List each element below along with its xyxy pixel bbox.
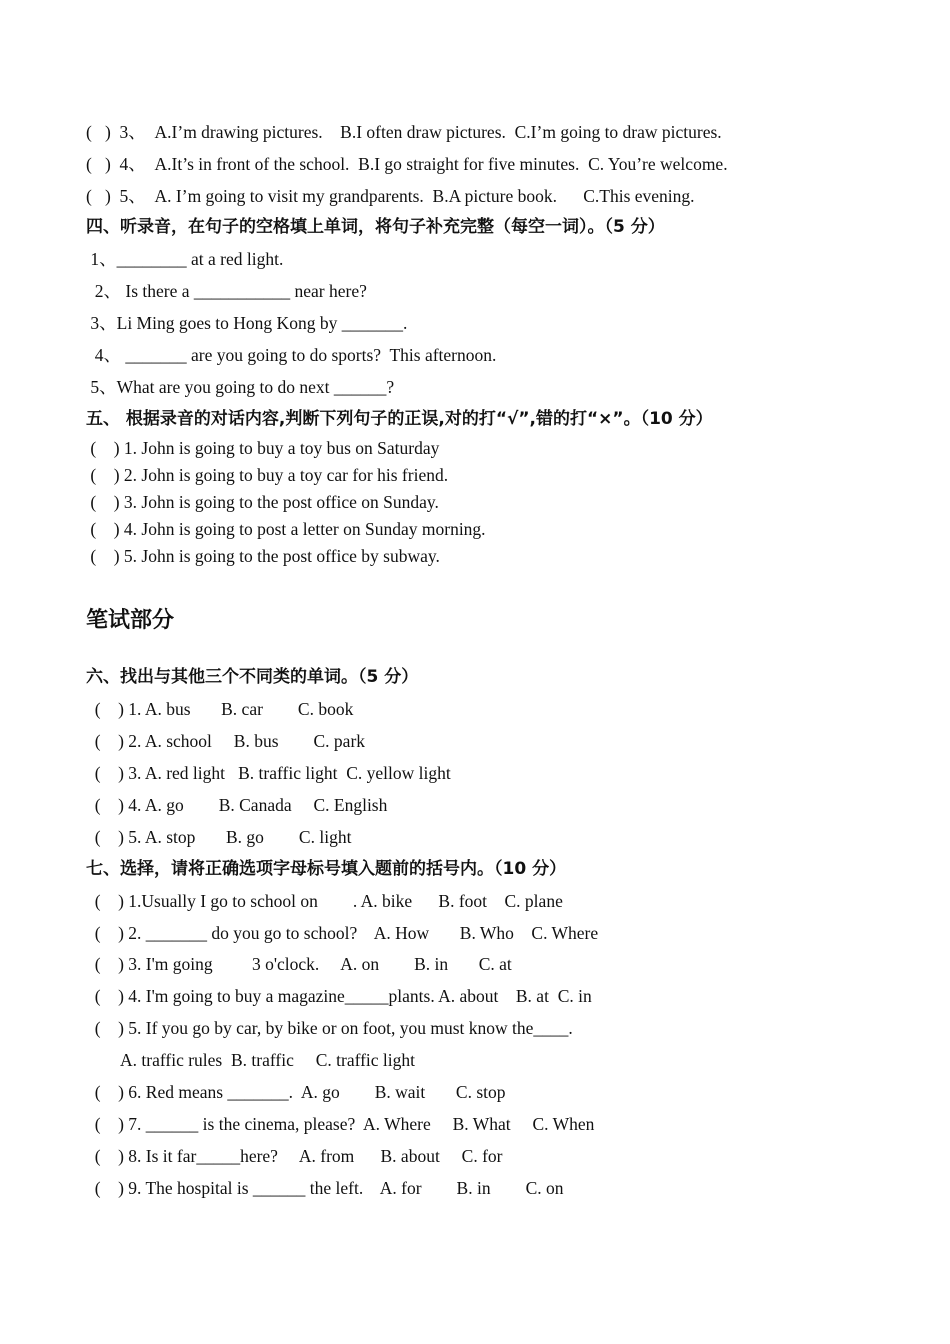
section5-item-4: ( ) 4. John is going to post a letter on Sunday morning.	[86, 519, 486, 539]
section7-item-8: ( ) 8. Is it far_____here? A. from B. about C. for	[86, 1146, 503, 1166]
section7-item-6: ( ) 6. Red means _______. A. go B. wait C. stop	[86, 1082, 506, 1102]
section7-item-4: ( ) 4. I'm going to buy a magazine_____plants. A. about B. at C. in	[86, 986, 592, 1006]
section6-item-4: ( ) 4. A. go B. Canada C. English	[86, 795, 388, 815]
section7-item-5-options: A. traffic rules B. traffic C. traffic light	[86, 1050, 416, 1070]
section7-item-1: ( ) 1.Usually I go to school on . A. bike B. foot C. plane	[86, 891, 563, 911]
written-part-title: 笔试部分	[86, 608, 175, 633]
section7-item-7: ( ) 7. ______ is the cinema, please? A. Where B. What C. When	[86, 1114, 595, 1134]
section6-item-1: ( ) 1. A. bus B. car C. book	[86, 699, 354, 719]
section4-item-2: 2、 Is there a ___________ near here?	[86, 281, 367, 301]
section7-title: 七、选择，请将正确选项字母标号填入题前的括号内。（10 分）	[86, 859, 567, 879]
section4-item-5: 5、What are you going to do next ______?	[86, 377, 395, 397]
section7-item-9: ( ) 9. The hospital is ______ the left. A. for B. in C. on	[86, 1178, 564, 1198]
listening-item-4: ( ) 4、 A.It’s in front of the school. B.I go straight for five minutes. C. You’re welcome.	[86, 154, 728, 174]
section4-item-1: 1、________ at a red light.	[86, 249, 284, 269]
section7-item-3: ( ) 3. I'm going 3 o'clock. A. on B. in C. at	[86, 954, 512, 974]
section6-item-3: ( ) 3. A. red light B. traffic light C. yellow light	[86, 763, 451, 783]
section7-item-5: ( ) 5. If you go by car, by bike or on foot, you must know the____.	[86, 1018, 573, 1038]
section6-item-5: ( ) 5. A. stop B. go C. light	[86, 827, 352, 847]
section5-item-3: ( ) 3. John is going to the post office on Sunday.	[86, 492, 439, 512]
section5-title: 五、 根据录音的对话内容,判断下列句子的正误,对的打“√”,错的打“×”。（10 分）	[86, 409, 713, 429]
section6-item-2: ( ) 2. A. school B. bus C. park	[86, 731, 366, 751]
section4-item-3: 3、Li Ming goes to Hong Kong by _______.	[86, 313, 408, 333]
section6-title: 六、找出与其他三个不同类的单词。（5 分）	[86, 667, 419, 687]
listening-item-5: ( ) 5、 A. I’m going to visit my grandparents. B.A picture book. C.This evening.	[86, 186, 695, 206]
listening-item-3: ( ) 3、 A.I’m drawing pictures. B.I often draw pictures. C.I’m going to draw pictures.	[86, 122, 722, 142]
section5-item-1: ( ) 1. John is going to buy a toy bus on Saturday	[86, 438, 440, 458]
section7-item-2: ( ) 2. _______ do you go to school? A. How B. Who C. Where	[86, 923, 599, 943]
section4-item-4: 4、 _______ are you going to do sports? This afternoon.	[86, 345, 497, 365]
section5-item-5: ( ) 5. John is going to the post office by subway.	[86, 546, 440, 566]
section5-item-2: ( ) 2. John is going to buy a toy car for his friend.	[86, 465, 449, 485]
section4-title: 四、听录音，在句子的空格填上单词，将句子补充完整（每空一词）。（5 分）	[86, 217, 665, 237]
